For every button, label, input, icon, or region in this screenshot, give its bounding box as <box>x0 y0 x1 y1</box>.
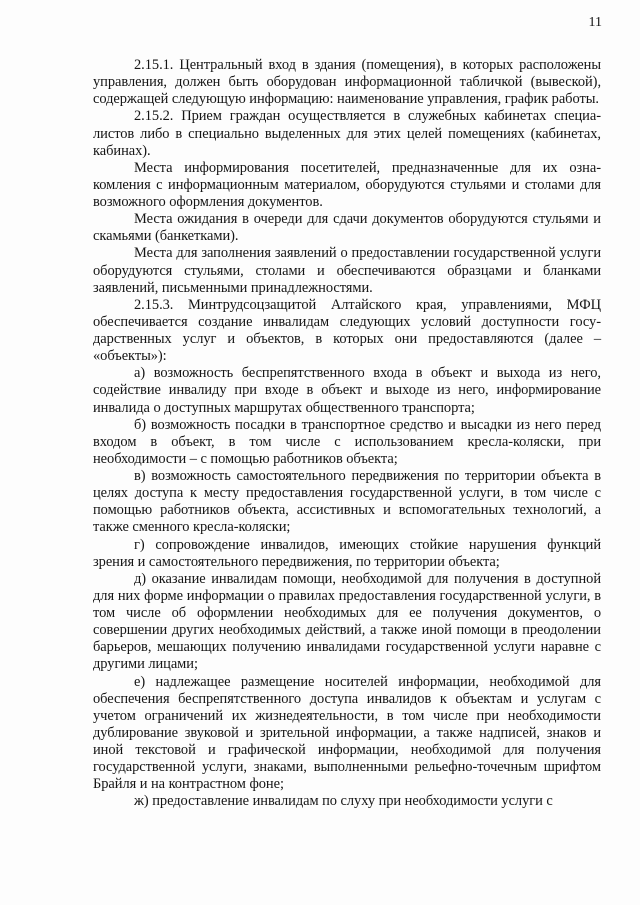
paragraph-2-15-1: 2.15.1. Центральный вход в здания (помещения), в которых расположены управления, должен быть оборудован информационной табличкой (вывеской), содержащей следующую информацию: наименование управления, график работы. <box>93 57 601 108</box>
paragraph-application-places: Места для заполнения заявлений о предоставлении государственной услуги оборудуются стульями, столами и обеспечиваются образцами и бланками заявлений, письменными принадлежностями. <box>93 245 601 296</box>
paragraph-item-v: в) возможность самостоятельного передвижения по территории объекта в целях доступа к месту предоставления государственной услуги, в том числе с помощью работников объекта, ассистивных и вспомогательных технологий, а также сменного кресла-коляски; <box>93 468 601 536</box>
paragraph-item-b: б) возможность посадки в транспортное средство и высадки из него перед входом в объект, в том числе с использованием кресла-коляски, при необходимости – с помощью работников объекта; <box>93 416 601 467</box>
paragraph-information-places: Места информирования посетителей, предназначенные для их ознакомления с информационным материалом, оборудуются стульями и столами для возможного оформления документов. <box>93 159 601 210</box>
paragraph-item-d: д) оказание инвалидам помощи, необходимой для получения в доступной для них форме информации о правилах предоставления государственной услуги, в том числе об оформлении необходимых для ее получения документов, о совершении других необходимых действий, а также иной помощи в преодолении барьеров, мешающих получению инвалидами государственной услуги наравне с другими лицами; <box>93 570 601 673</box>
paragraph-waiting-places: Места ожидания в очереди для сдачи документов оборудуются стульями и скамьями (банкетками). <box>93 211 601 245</box>
paragraph-item-e: е) надлежащее размещение носителей информации, необходимой для обеспечения беспрепятственного доступа инвалидов к объектам и услугам с учетом ограничений их жизнедеятельности, в том числе при необходимости дублирование звуковой и зрительной информации, а также надписей, знаков и иной текстовой и графической информации, необходимой для получения государственной услуги, знаками, выполненными рельефно-точечным шрифтом Брайля и на контрастном фоне; <box>93 673 601 793</box>
paragraph-item-zh: ж) предоставление инвалидам по слуху при необходимости услуги с <box>134 793 553 810</box>
page-number: 11 <box>588 15 602 30</box>
paragraph-item-g: г) сопровождение инвалидов, имеющих стойкие нарушения функций зрения и самостоятельного передвижения, по территории объекта; <box>93 536 601 570</box>
paragraph-item-a: а) возможность беспрепятственного входа в объект и выхода из него, содействие инвалиду при входе в объект и выходе из него, информирование инвалида о доступных маршрутах общественного транспорта; <box>93 365 601 416</box>
page-body <box>93 57 601 811</box>
paragraph-2-15-3: 2.15.3. Минтрудсоцзащитой Алтайского края, управлениями, МФЦ обеспечивается создание инвалидам следующих условий доступности государственных услуг и объектов, в которых они предоставляются (далее – «объекты»): <box>93 296 601 365</box>
paragraph-2-15-2: 2.15.2. Прием граждан осуществляется в служебных кабинетах специалистов либо в специально выделенных для этих целей помещениях (кабинетах, кабинах). <box>93 108 601 159</box>
